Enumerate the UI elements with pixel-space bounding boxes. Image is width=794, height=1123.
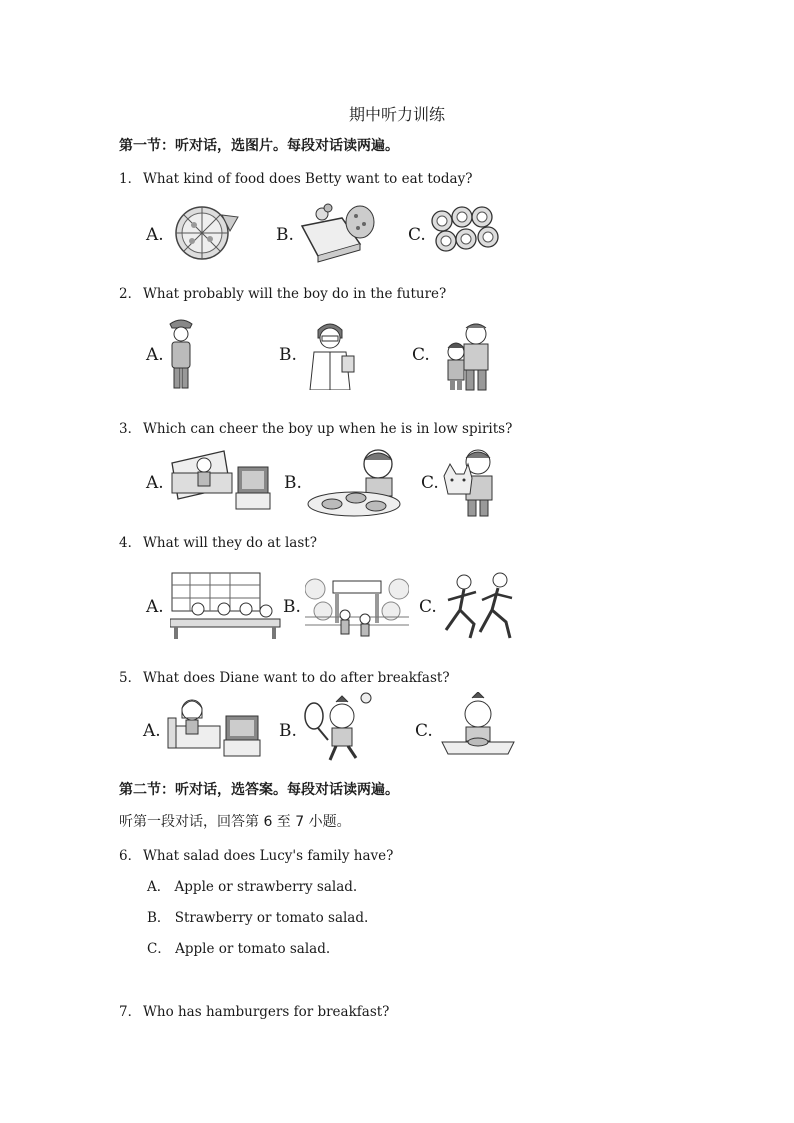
question-number: 3． [119,421,142,437]
question-number: 2． [119,286,142,302]
option-b-label: B. [279,345,297,365]
choice-c: C． Apple or tomato salad. [147,941,331,957]
doctor-icon [302,318,360,390]
question-number: 7． [119,1004,142,1020]
option-a-label: A. [146,473,164,493]
option-b-label: B. [283,597,301,617]
policeman-icon [164,316,198,392]
choice-b: B． Strawberry or tomato salad. [147,910,369,926]
bread-and-cake-icon [296,198,380,264]
option-b-label: B. [279,721,297,741]
boy-eating-food-icon [306,446,404,518]
option-a-label: A. [146,225,164,245]
zoo-gate-icon [305,571,409,641]
girl-at-table-eating-icon [438,692,518,760]
question-text: What salad does Lucy's family have? [143,848,394,864]
girl-watching-tv-icon [166,692,262,758]
option-a-label: A. [146,597,164,617]
sushi-rolls-icon [428,205,504,257]
page-title: 期中听力训练 [348,105,445,124]
question-text: Which can cheer the boy up when he is in low spirits? [143,421,513,437]
question-2 [119,282,446,302]
question-number: 6． [119,848,142,864]
question-1 [119,167,472,187]
option-c-label: C. [408,225,426,245]
question-7 [119,1000,389,1020]
boy-on-sofa-watching-tv-icon [168,443,272,511]
library-reading-icon [170,571,282,641]
question-6 [119,844,393,864]
section1-heading: 第一节：听对话，选图片。每段对话读两遍。 [119,138,399,154]
question-text: What will they do at last? [143,535,317,551]
choice-a: A． Apple or strawberry salad. [147,879,358,895]
question-3 [119,417,512,437]
running-couple-icon [440,570,516,640]
section2-heading: 第二节：听对话，选答案。每段对话读两遍。 [119,782,399,798]
question-5 [119,666,450,686]
option-c-label: C. [421,473,439,493]
option-b-label: B. [276,225,294,245]
question-text: What probably will the boy do in the future? [143,286,447,302]
question-number: 1． [119,171,142,187]
option-c-label: C. [419,597,437,617]
option-c-label: C. [412,345,430,365]
question-number: 5． [119,670,142,686]
question-text: What kind of food does Betty want to eat today? [143,171,473,187]
question-text: Who has hamburgers for breakfast? [143,1004,390,1020]
question-text: What does Diane want to do after breakfast? [143,670,450,686]
question-number: 4． [119,535,142,551]
option-a-label: A. [146,345,164,365]
option-a-label: A. [143,721,161,741]
section2-instruction: 听第一段对话，回答第 6 至 7 小题。 [119,814,351,830]
option-c-label: C. [415,721,433,741]
pizza-icon [170,203,240,261]
question-4 [119,531,317,551]
boy-with-dog-icon [442,446,498,518]
father-and-daughter-icon [438,318,496,392]
girl-playing-tennis-icon [302,690,374,762]
option-b-label: B. [284,473,302,493]
